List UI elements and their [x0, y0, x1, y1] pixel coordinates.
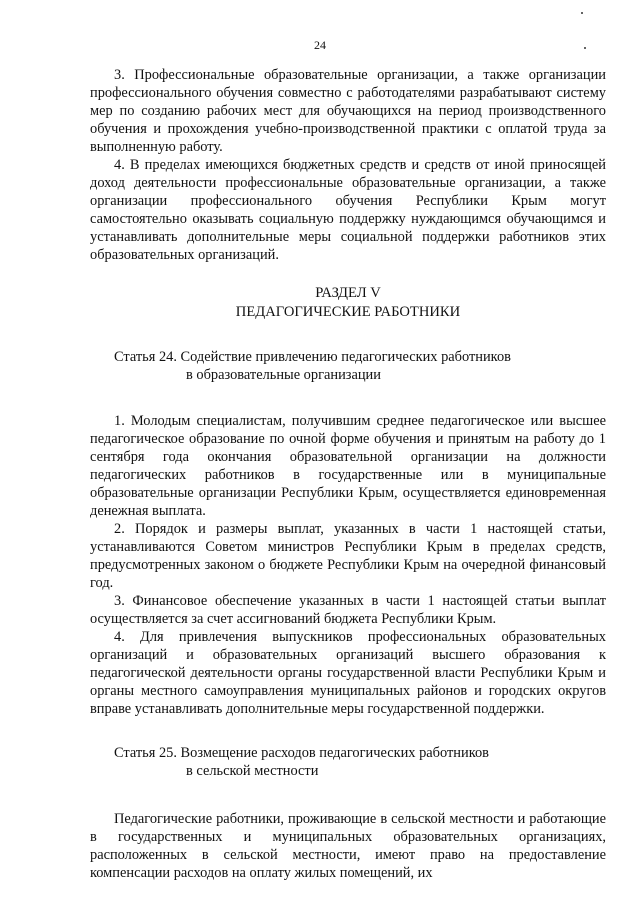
paragraph-3-vocational-orgs: 3. Профессиональные образовательные организации, а также организации профессионального обучения совместно с работодателями разрабатывают систему мер по созданию рабочих мест для обучающихся на период производственного обучения и прохождения учебно-производственной практики с оплатой труда за выполненную работу.	[90, 67, 606, 155]
section-number: РАЗДЕЛ V	[315, 285, 381, 301]
article-25-paragraph-1: Педагогические работники, проживающие в сельской местности и работающие в государственных и муниципальных образовательных организациях, расположенных в сельской местности, имеют право на предоставление компенсации расходов на оплату жилых помещений, их	[90, 811, 606, 881]
article-25-title-line1: Статья 25. Возмещение расходов педагогических работников	[114, 745, 489, 761]
article-24-paragraph-2: 2. Порядок и размеры выплат, указанных в части 1 настоящей статьи, устанавливаются Советом министров Республики Крым в пределах средств, предусмотренных законом о бюджете Республики Крым на очередной финансовый год.	[90, 521, 606, 591]
article-24-paragraph-1: 1. Молодым специалистам, получившим среднее педагогическое или высшее педагогическое образование по очной форме обучения и принятым на работу до 1 сентября года окончания образовательной организации на должности педагогических работников в государственные или в муниципальные образовательные организации Республики Крым, осуществляется единовременная денежная выплата.	[90, 413, 606, 519]
document-body	[90, 66, 606, 882]
scan-speck	[581, 12, 583, 14]
article-25-heading	[90, 744, 606, 780]
scan-speck	[584, 47, 586, 49]
article-24-paragraph-4: 4. Для привлечения выпускников профессиональных образовательных организаций и образовательных организаций высшего образования к педагогической деятельности органы государственной власти Республики Крым и органы местного самоуправления муниципальных районов и городских округов вправе устанавливать дополнительные меры государственной поддержки.	[90, 629, 606, 717]
article-24-paragraph-3: 3. Финансовое обеспечение указанных в части 1 настоящей статьи выплат осуществляется за счет ассигнований бюджета Республики Крым.	[90, 593, 606, 627]
article-25-body	[90, 810, 606, 882]
section-title: ПЕДАГОГИЧЕСКИЕ РАБОТНИКИ	[235, 304, 461, 320]
page-number: 24	[314, 38, 326, 52]
paragraph-4-social-support: 4. В пределах имеющихся бюджетных средств и средств от иной приносящей доход деятельности профессиональные образовательные организации, а также организации профессионального обучения Республики Крым могут самостоятельно оказывать социальную поддержку нуждающимся обучающимся и устанавливать дополнительные меры социальной поддержки работников этих образовательных организаций.	[90, 157, 606, 263]
article-25-title-line2: в сельской местности	[186, 763, 319, 779]
article-24-heading	[90, 348, 606, 384]
article-24-title-line2: в образовательные организации	[186, 367, 381, 383]
article-24-body	[90, 412, 606, 718]
section-heading	[90, 284, 606, 322]
article-24-title-line1: Статья 24. Содействие привлечению педагогических работников	[114, 349, 511, 365]
